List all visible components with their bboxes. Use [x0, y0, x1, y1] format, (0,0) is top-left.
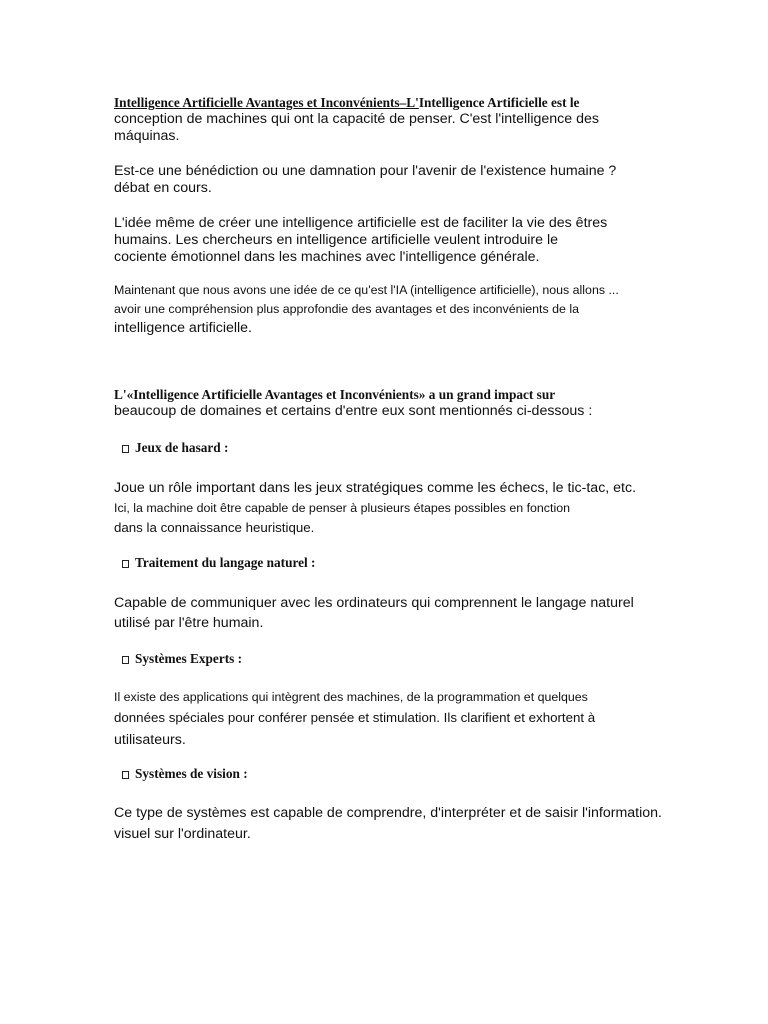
- bullet-box-icon: [122, 771, 129, 779]
- idea-line-1: L'idée même de créer une intelligence artificielle est de faciliter la vie des êtres: [114, 215, 608, 231]
- jeux-line-3: dans la connaissance heuristique.: [114, 520, 315, 535]
- vision-heading: [122, 766, 682, 782]
- jeux-line-1: Joue un rôle important dans les jeux stratégiques comme les échecs, le tic-tac, etc.: [114, 480, 637, 496]
- experts-line-2: données spéciales pour conférer pensée et stimulation. Ils clarifient et exhortent à: [114, 710, 596, 725]
- intro-line-3: máquinas.: [114, 128, 180, 144]
- intro-title-line: [114, 95, 674, 111]
- bullet-box-icon: [122, 445, 129, 453]
- impact-line-2: beaucoup de domaines et certains d'entre eux sont mentionnés ci-dessous :: [114, 403, 593, 419]
- experts-heading-text: Systèmes Experts :: [135, 651, 243, 666]
- question-paragraph: [114, 163, 674, 197]
- intro-paragraph: [114, 95, 674, 145]
- idea-line-2: humains. Les chercheurs en intelligence artificielle veulent introduire le: [114, 232, 558, 248]
- now-line-1: Maintenant que nous avons une idée de ce qu'est l'IA (intelligence artificielle), nous allons ...: [114, 283, 619, 297]
- now-line-3: intelligence artificielle.: [114, 320, 253, 336]
- idea-paragraph: [114, 215, 674, 266]
- jeux-paragraph: [114, 479, 674, 537]
- vision-paragraph: [114, 803, 674, 845]
- langage-paragraph: [114, 593, 674, 633]
- vision-line-1: Ce type de systèmes est capable de comprendre, d'interpréter et de saisir l'information.: [114, 805, 662, 821]
- experts-line-3: utilisateurs.: [114, 732, 186, 748]
- vision-line-2: visuel sur l'ordinateur.: [114, 826, 251, 842]
- bullet-box-icon: [122, 656, 129, 664]
- intro-title-rest: Intelligence Artificielle est le: [418, 95, 580, 110]
- now-line-2: avoir une compréhension plus approfondie des avantages et des inconvénients de la: [114, 302, 579, 316]
- experts-paragraph: [114, 688, 674, 751]
- experts-heading: [122, 651, 682, 667]
- impact-paragraph: [114, 387, 674, 420]
- langage-line-1: Capable de communiquer avec les ordinateurs qui comprennent le langage naturel: [114, 595, 634, 611]
- experts-line-1: Il existe des applications qui intègrent des machines, de la programmation et quelques: [114, 690, 588, 704]
- impact-line-1: L'«Intelligence Artificielle Avantages et Inconvénients» a un grand impact sur: [114, 387, 556, 402]
- idea-line-3: cociente émotionnel dans les machines avec l'intelligence générale.: [114, 249, 540, 265]
- langage-line-2: utilisé par l'être humain.: [114, 615, 264, 631]
- question-line-1: Est-ce une bénédiction ou une damnation pour l'avenir de l'existence humaine ?: [114, 163, 617, 179]
- jeux-heading-text: Jeux de hasard :: [135, 440, 229, 455]
- now-paragraph: [114, 281, 674, 338]
- intro-line-2: conception de machines qui ont la capacité de penser. C'est l'intelligence des: [114, 111, 599, 127]
- bullet-box-icon: [122, 560, 129, 568]
- vision-heading-text: Systèmes de vision :: [135, 766, 248, 781]
- jeux-line-2: Ici, la machine doit être capable de penser à plusieurs étapes possibles en fonction: [114, 501, 570, 515]
- intro-title-underlined: Intelligence Artificielle Avantages et Inconvénients–L': [114, 95, 419, 110]
- langage-heading: [122, 555, 682, 571]
- question-line-2: débat en cours.: [114, 180, 212, 196]
- langage-heading-text: Traitement du langage naturel :: [135, 555, 316, 570]
- jeux-heading: [122, 440, 682, 456]
